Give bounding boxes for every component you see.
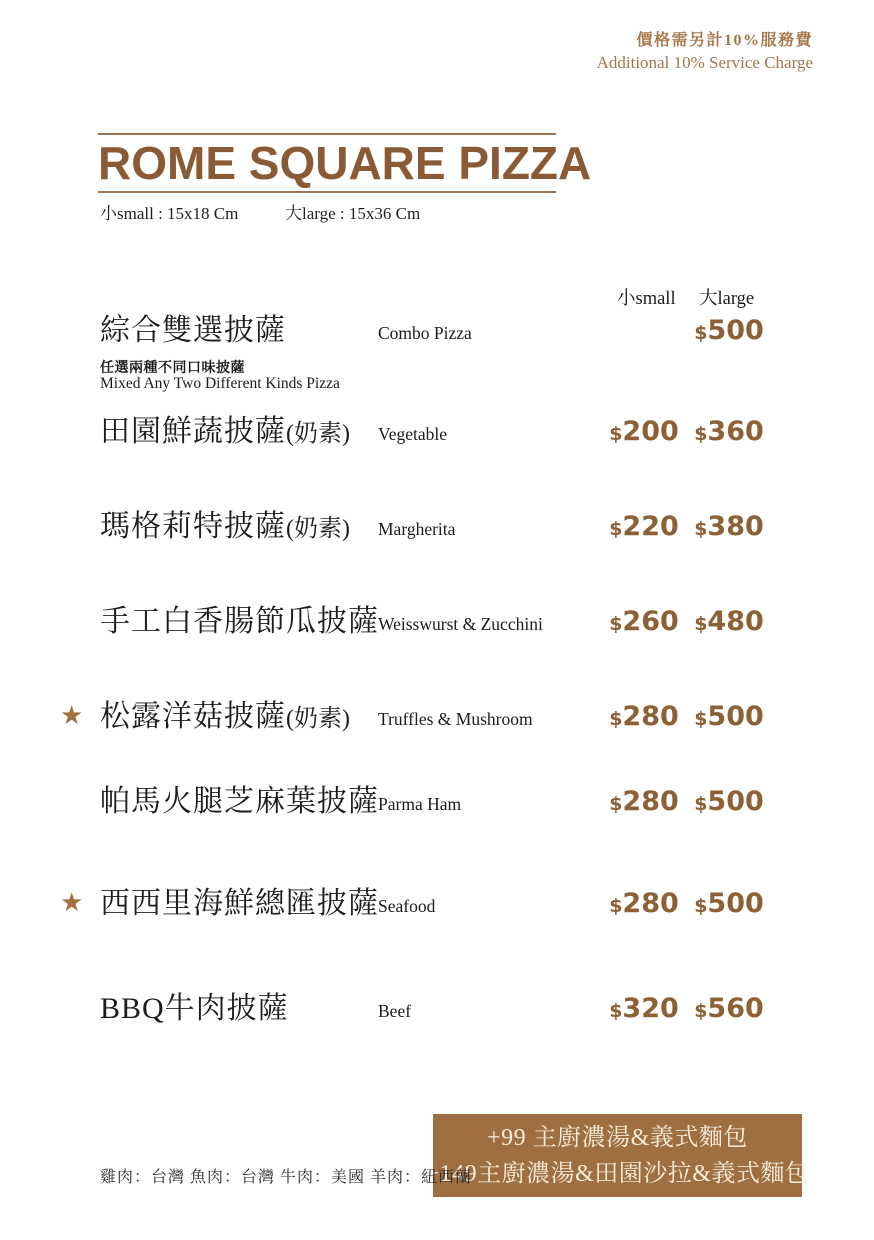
currency-symbol: $ — [609, 1000, 623, 1022]
price-small — [606, 993, 682, 1027]
price-small-value: 280 — [622, 701, 679, 732]
item-name-en: Vegetable — [378, 424, 447, 444]
item-name-zh-text: BBQ牛肉披薩 — [100, 992, 289, 1025]
price-small — [606, 888, 682, 922]
menu-item-row — [0, 699, 874, 781]
featured-star-icon: ★ — [60, 888, 84, 918]
item-name-zh-text: 西西里海鮮總匯披薩 — [100, 887, 379, 920]
price-small — [606, 701, 682, 735]
menu-item-row — [0, 509, 874, 591]
price-large-value: 500 — [707, 888, 764, 919]
size-info-small: 小small : 15x18 Cm — [100, 204, 239, 223]
price-small-value: 220 — [622, 511, 679, 542]
price-large-value: 560 — [707, 993, 764, 1024]
title-rule-bottom — [98, 191, 556, 193]
item-name-zh-text: 瑪格莉特披薩 — [100, 510, 286, 543]
currency-symbol: $ — [694, 613, 708, 635]
price-small-value: 320 — [622, 993, 679, 1024]
page-title: ROME SQUARE PIZZA — [98, 137, 592, 189]
currency-symbol: $ — [609, 895, 623, 917]
menu-item-row — [0, 886, 874, 968]
item-name-zh-text: 田園鮮蔬披薩 — [100, 415, 286, 448]
title-rule-top — [98, 133, 556, 135]
meat-origin-note: 雞肉：台灣 魚肉：台灣 牛肉：美國 羊肉：紐西蘭 — [100, 1169, 473, 1186]
item-name-en: Beef — [378, 1001, 412, 1021]
price-large-value: 480 — [707, 606, 764, 637]
currency-symbol: $ — [609, 613, 623, 635]
size-info-large: 大large : 15x36 Cm — [285, 204, 421, 223]
item-name-zh — [100, 699, 350, 737]
service-charge-note-zh: 價格需另計10%服務費 — [636, 32, 813, 49]
item-note-zh: 任選兩種不同口味披薩 — [100, 361, 245, 376]
column-header-small: 小small — [617, 289, 676, 309]
currency-symbol: $ — [694, 518, 708, 540]
item-diet-label: (奶素) — [286, 516, 350, 542]
column-header-large: 大large — [699, 289, 755, 309]
item-name-zh — [100, 604, 379, 642]
menu-item-row — [0, 604, 874, 686]
price-small — [606, 606, 682, 640]
currency-symbol: $ — [694, 793, 708, 815]
service-charge-note-en: Additional 10% Service Charge — [596, 53, 813, 72]
menu-item-row — [0, 991, 874, 1073]
price-small-value: 200 — [622, 416, 679, 447]
price-small — [606, 511, 682, 545]
currency-symbol: $ — [609, 793, 623, 815]
item-name-zh — [100, 313, 286, 351]
item-name-zh — [100, 414, 350, 452]
currency-symbol: $ — [694, 1000, 708, 1022]
item-name-en: Parma Ham — [378, 794, 462, 814]
currency-symbol: $ — [609, 708, 623, 730]
currency-symbol: $ — [609, 518, 623, 540]
item-name-en: Weisswurst & Zucchini — [378, 614, 543, 634]
price-large — [691, 701, 767, 735]
price-small — [606, 786, 682, 820]
menu-item-row — [0, 784, 874, 866]
price-small-value: 260 — [622, 606, 679, 637]
price-large-value: 380 — [707, 511, 764, 542]
price-small-value: 280 — [622, 786, 679, 817]
currency-symbol: $ — [694, 423, 708, 445]
price-large — [691, 888, 767, 922]
price-large — [691, 315, 767, 349]
price-large — [691, 786, 767, 820]
price-large-value: 500 — [707, 315, 764, 346]
item-name-zh — [100, 886, 379, 924]
addon-line-2: +149主廚濃湯&田園沙拉&義式麵包 — [425, 1160, 810, 1187]
item-name-zh — [100, 509, 350, 547]
item-name-zh-text: 帕馬火腿芝麻葉披薩 — [100, 785, 379, 818]
menu-item-row — [0, 313, 874, 395]
price-large-value: 500 — [707, 701, 764, 732]
item-name-zh — [100, 784, 379, 822]
price-large — [691, 416, 767, 450]
item-name-zh — [100, 991, 289, 1029]
price-large-value: 500 — [707, 786, 764, 817]
item-diet-label: (奶素) — [286, 421, 350, 447]
menu-item-row — [0, 414, 874, 496]
featured-star-icon: ★ — [60, 701, 84, 731]
currency-symbol: $ — [609, 423, 623, 445]
item-name-en: Margherita — [378, 519, 456, 539]
service-charge-note — [597, 30, 813, 73]
price-large-value: 360 — [707, 416, 764, 447]
item-diet-label: (奶素) — [286, 706, 350, 732]
title-block — [98, 133, 592, 193]
item-name-zh-text: 松露洋菇披薩 — [100, 700, 286, 733]
addon-line-1: +99 主廚濃湯&義式麵包 — [487, 1124, 748, 1151]
addon-combo-box — [425, 1114, 810, 1197]
price-large — [691, 606, 767, 640]
price-small-value: 280 — [622, 888, 679, 919]
item-name-en: Combo Pizza — [378, 323, 472, 343]
item-note-en: Mixed Any Two Different Kinds Pizza — [100, 375, 340, 392]
price-small — [606, 416, 682, 450]
currency-symbol: $ — [694, 708, 708, 730]
item-name-en: Seafood — [378, 896, 436, 916]
item-name-zh-text: 綜合雙選披薩 — [100, 314, 286, 347]
item-name-en: Truffles & Mushroom — [378, 709, 533, 729]
item-name-zh-text: 手工白香腸節瓜披薩 — [100, 605, 379, 638]
currency-symbol: $ — [694, 895, 708, 917]
price-large — [691, 993, 767, 1027]
currency-symbol: $ — [694, 322, 708, 344]
price-large — [691, 511, 767, 545]
